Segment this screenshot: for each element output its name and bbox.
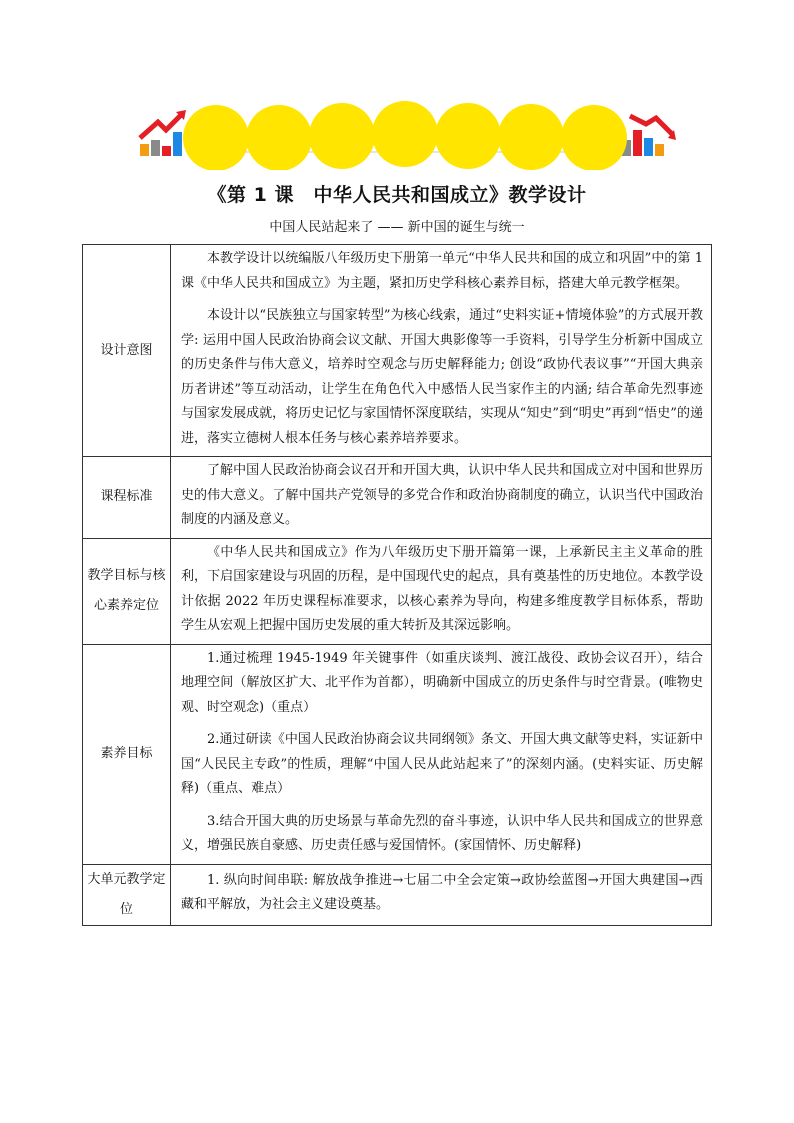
paragraph: 1.通过梳理 1945-1949 年关键事件（如重庆谈判、渡江战役、政协会议召开），结合地理空间（解放区扩大、北平作为首都），明确新中国成立的历史条件与时空背景。(唯物史观、时空观念)（重点） (181, 650, 703, 715)
row-label-design-intent: 设计意图 (83, 245, 171, 457)
row-content-curriculum-standard (171, 457, 712, 539)
chart-decoration-icon (140, 110, 186, 156)
table-row (83, 538, 712, 644)
paragraph: 本设计以“民族独立与国家转型”为核心线索，通过“史料实证+情境体验”的方式展开教学: 运用中国人民政治协商会议文献、开国大典影像等一手资料，引导学生分析新中国成立的历史条件与伟大意义，培养时空观念与历史解释能力; 创设“政协代表议事”“开国大典亲历者讲述”等互动活动，让学生在角色代入中感悟人民当家作主的内涵; 结合革命先烈事迹与国家发展成就，将历史记忆与家国情怀深度联结，实现从“知史”到“明史”再到“悟史”的递进，落实立德树人根本任务与核心素养培养要求。 (181, 308, 703, 446)
document-subtitle: 中国人民站起来了 —— 新中国的诞生与统一 (269, 220, 525, 235)
paragraph: 本教学设计以统编版八年级历史下册第一单元“中华人民共和国的成立和巩固”中的第 1 课《中华人民共和国成立》为主题，紧扣历史学科核心素养目标，搭建大单元教学框架。 (181, 251, 703, 291)
paragraph: 《中华人民共和国成立》作为八年级历史下册开篇第一课，上承新民主主义革命的胜利，下启国家建设与巩固的历程，是中国现代史的起点，具有奠基性的历史地位。本教学设计依据 2022 年历史课程标准要求，以核心素养为导向，构建多维度教学目标体系，帮助学生从宏观上把握中国历史发展的重大转折及其深远影响。 (181, 544, 703, 633)
lesson-design-table (82, 244, 712, 926)
paragraph: 了解中国人民政治协商会议召开和开国大典，认识中华人民共和国成立对中国和世界历史的伟大意义。了解中国共产党领导的多党合作和政治协商制度的确立，认识当代中国政治制度的内涵及意义。 (181, 463, 703, 527)
table-row (83, 644, 712, 864)
table-row (83, 457, 712, 539)
table-row (83, 864, 712, 925)
document-title: 《第 1 课 中华人民共和国成立》教学设计 (207, 184, 587, 206)
row-label-curriculum-standard: 课程标准 (83, 457, 171, 539)
row-content-literacy-goals (171, 644, 712, 864)
chart-decoration-icon (622, 116, 676, 156)
row-content-design-intent (171, 245, 712, 457)
row-label-literacy-goals: 素养目标 (83, 644, 171, 864)
paragraph: 3.结合开国大典的历史场景与革命先烈的奋斗事迹，认识中华人民共和国成立的世界意义，增强民族自豪感、历史责任感与爱国情怀。(家国情怀、历史解释) (181, 813, 703, 853)
banner-circles (183, 101, 627, 170)
row-label-unit-positioning: 大单元教学定位 (83, 864, 171, 925)
table-row (83, 245, 712, 457)
header-banner (0, 100, 794, 170)
paragraph: 2.通过研读《中国人民政治协商会议共同纲领》条文、开国大典文献等史料，实证新中国“人民民主专政”的性质，理解“中国人民从此站起来了”的深刻内涵。(史料实证、历史解释)（重点、难点） (181, 732, 703, 796)
paragraph: 1. 纵向时间串联: 解放战争推进→七届二中全会定策→政协绘蓝图→开国大典建国→西藏和平解放，为社会主义建设奠基。 (181, 872, 703, 912)
row-label-teaching-goals: 教学目标与核心素养定位 (83, 538, 171, 644)
row-content-unit-positioning (171, 864, 712, 925)
row-content-teaching-goals (171, 538, 712, 644)
